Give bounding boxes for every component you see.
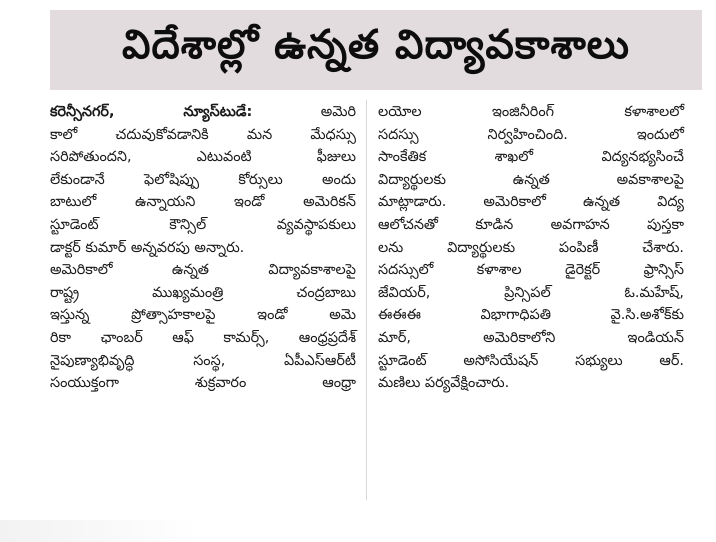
article-line: బాటులో ఉన్నాయని ఇండో అమెరికన్ [50,194,356,211]
article-line: మణిలు పర్యవేక్షించారు. [378,375,510,392]
article-line: లను విద్యార్థులకు పంపిణీ చేశారు. [378,239,684,256]
article-line: సదస్సులో కళాశాల డైరెక్టర్ ఫ్రాన్సిస్ [378,262,684,279]
article-line: సదస్సు నిర్వహించింది. ఇందులో [378,126,684,143]
article-line: డాక్టర్ కుమార్ అన్నవరపు అన్నారు. [50,239,245,256]
article-column-left [50,101,356,395]
article-column-right [378,101,684,395]
headline-banner [50,10,702,90]
article-line: అమెరికాలో ఉన్నత విద్యావకాశాలపై [50,262,356,279]
article-line: నైపుణ్యాభివృద్ధి సంస్థ, ఏపీఎస్‌ఆర్‌టీ [50,352,356,369]
column-divider [366,100,367,500]
article-line: లయోల ఇంజినీరింగ్ కళాశాలలో [378,104,684,120]
article-line: జేవియర్, ప్రిన్సిపల్ ఓ.మహేష్, [378,284,684,301]
article-line: స్టూడెంట్ అసోసియేషన్ సభ్యులు ఆర్. [378,352,684,369]
headline: విదేశాల్లో ఉన్నత విద్యావకాశాలు [122,22,630,68]
article-line: మాట్లాడారు. అమెరికాలో ఉన్నత విద్య [378,194,684,211]
article-line: లేకుండానే ఫెలోషిప్పు కోర్సులు అందు [50,171,356,188]
article-line: సంయుక్తంగా శుక్రవారం ఆంధ్రా [50,375,356,392]
article-line: ఇస్తున్న ప్రోత్సాహకాలపై ఇండో అమె [50,307,356,324]
dateline: కరెన్సీనగర్, న్యూస్‌టుడే: [50,104,253,120]
article-line: మార్, అమెరికాలోని ఇండియన్ [378,329,684,346]
article-line: ఆలోచనతో కూడిన అవగాహన పుస్తకా [378,216,684,233]
scan-smudge [0,520,200,542]
article-line [50,101,356,124]
article-line-text: అమెరి [320,104,356,120]
article-line: సరిపోతుందని, ఎటువంటి ఫీజులు [50,149,356,166]
article-line: ఈఈఈ విభాగాధిపతి వై.సి.అశోక్‌కు [378,307,684,324]
article-line: స్టూడెంట్ కౌన్సిల్ వ్యవస్థాపకులు [50,216,356,233]
article-line: విద్యార్థులకు ఉన్నత అవకాశాలపై [378,171,684,188]
article-line: రికా ఛాంబర్ ఆఫ్ కామర్స్, ఆంధ్రప్రదేశ్ [50,329,356,346]
article-line: సాంకేతిక శాఖలో విద్యనభ్యసించే [378,149,684,166]
article-line: కాలో చదువుకోవడానికి మన మేధస్సు [50,126,356,143]
article-line: రాష్ట్ర ముఖ్యమంత్రి చంద్రబాబు [50,284,356,301]
